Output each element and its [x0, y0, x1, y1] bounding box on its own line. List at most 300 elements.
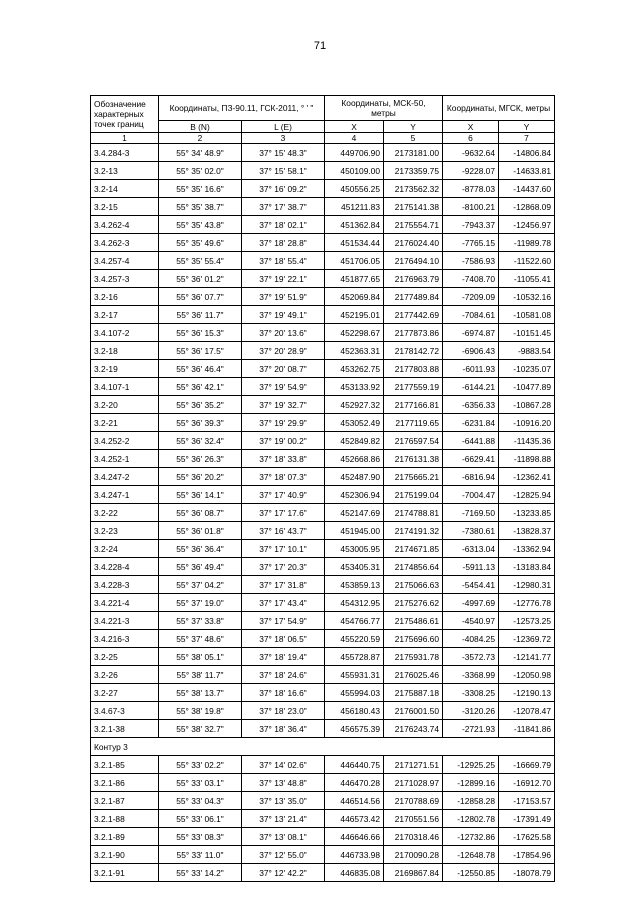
- longitude-cell: 37° 13' 35.0": [242, 792, 325, 810]
- mgsk-x-cell: -6629.41: [443, 450, 499, 468]
- table-row: [91, 540, 555, 558]
- longitude-cell: 37° 17' 10.1": [242, 540, 325, 558]
- mgsk-y-cell: -14806.84: [499, 144, 555, 162]
- table-row: [91, 810, 555, 828]
- latitude-cell: 55° 33' 02.2": [159, 756, 242, 774]
- mgsk-x-cell: -12648.78: [443, 846, 499, 864]
- longitude-cell: 37° 13' 08.1": [242, 828, 325, 846]
- msk-y-cell: 2177873.86: [384, 324, 443, 342]
- msk-x-cell: 453133.92: [325, 378, 384, 396]
- latitude-cell: 55° 35' 02.0": [159, 162, 242, 180]
- longitude-cell: 37° 18' 06.5": [242, 630, 325, 648]
- table-row: [91, 144, 555, 162]
- table-row: [91, 720, 555, 738]
- msk-y-cell: 2173359.75: [384, 162, 443, 180]
- mgsk-x-cell: -7169.50: [443, 504, 499, 522]
- msk-x-cell: 452668.86: [325, 450, 384, 468]
- table-row: [91, 702, 555, 720]
- mgsk-y-cell: -16669.79: [499, 756, 555, 774]
- header-coords-pz: Координаты, ПЗ-90.11, ГСК-2011, ° ' ": [159, 96, 325, 121]
- latitude-cell: 55° 37' 48.6": [159, 630, 242, 648]
- table-body: [91, 144, 555, 882]
- latitude-cell: 55° 33' 08.3": [159, 828, 242, 846]
- header-y-msk: Y: [384, 121, 443, 133]
- mgsk-x-cell: -6231.84: [443, 414, 499, 432]
- msk-x-cell: 455931.31: [325, 666, 384, 684]
- msk-x-cell: 446573.42: [325, 810, 384, 828]
- longitude-cell: 37° 20' 28.9": [242, 342, 325, 360]
- header-coords-mgsk: Координаты, МГСК, метры: [443, 96, 555, 121]
- point-id-cell: 3.4.257-3: [91, 270, 159, 288]
- mgsk-y-cell: -13183.84: [499, 558, 555, 576]
- latitude-cell: 55° 38' 05.1": [159, 648, 242, 666]
- table-row: [91, 234, 555, 252]
- msk-y-cell: 2176243.74: [384, 720, 443, 738]
- mgsk-x-cell: -6974.87: [443, 324, 499, 342]
- msk-x-cell: 454312.95: [325, 594, 384, 612]
- mgsk-y-cell: -11841.86: [499, 720, 555, 738]
- longitude-cell: 37° 20' 13.6": [242, 324, 325, 342]
- msk-x-cell: 446514.56: [325, 792, 384, 810]
- latitude-cell: 55° 36' 20.2": [159, 468, 242, 486]
- mgsk-y-cell: -12141.77: [499, 648, 555, 666]
- msk-x-cell: 451706.05: [325, 252, 384, 270]
- point-id-cell: 3.4.252-1: [91, 450, 159, 468]
- point-id-cell: 3.4.262-4: [91, 216, 159, 234]
- mgsk-y-cell: -12078.47: [499, 702, 555, 720]
- latitude-cell: 55° 34' 48.9": [159, 144, 242, 162]
- mgsk-y-cell: -11989.78: [499, 234, 555, 252]
- mgsk-y-cell: -12776.78: [499, 594, 555, 612]
- point-id-cell: 3.2-19: [91, 360, 159, 378]
- header-x-msk: X: [325, 121, 384, 133]
- msk-y-cell: 2175486.61: [384, 612, 443, 630]
- mgsk-x-cell: -12858.28: [443, 792, 499, 810]
- latitude-cell: 55° 36' 39.3": [159, 414, 242, 432]
- msk-x-cell: 452849.82: [325, 432, 384, 450]
- latitude-cell: 55° 36' 14.1": [159, 486, 242, 504]
- table-row: [91, 684, 555, 702]
- page-number: 71: [313, 40, 327, 52]
- longitude-cell: 37° 17' 54.9": [242, 612, 325, 630]
- msk-y-cell: 2173562.32: [384, 180, 443, 198]
- latitude-cell: 55° 37' 19.0": [159, 594, 242, 612]
- msk-y-cell: 2170318.46: [384, 828, 443, 846]
- point-id-cell: 3.2-13: [91, 162, 159, 180]
- latitude-cell: 55° 36' 01.2": [159, 270, 242, 288]
- point-id-cell: 3.2-24: [91, 540, 159, 558]
- msk-y-cell: 2177119.65: [384, 414, 443, 432]
- msk-x-cell: 451534.44: [325, 234, 384, 252]
- msk-x-cell: 452069.84: [325, 288, 384, 306]
- longitude-cell: 37° 17' 40.9": [242, 486, 325, 504]
- table-row: [91, 414, 555, 432]
- column-index: 6: [443, 133, 499, 144]
- mgsk-x-cell: -3120.26: [443, 702, 499, 720]
- mgsk-x-cell: -6144.21: [443, 378, 499, 396]
- mgsk-x-cell: -7380.61: [443, 522, 499, 540]
- msk-y-cell: 2170090.28: [384, 846, 443, 864]
- mgsk-x-cell: -6441.88: [443, 432, 499, 450]
- mgsk-y-cell: -18078.79: [499, 864, 555, 882]
- longitude-cell: 37° 18' 55.4": [242, 252, 325, 270]
- mgsk-y-cell: -14633.81: [499, 162, 555, 180]
- table-row: [91, 180, 555, 198]
- table-row: [91, 522, 555, 540]
- longitude-cell: 37° 16' 43.7": [242, 522, 325, 540]
- msk-x-cell: 451362.84: [325, 216, 384, 234]
- mgsk-y-cell: -10235.07: [499, 360, 555, 378]
- msk-y-cell: 2173181.00: [384, 144, 443, 162]
- table-row: [91, 306, 555, 324]
- longitude-cell: 37° 17' 43.4": [242, 594, 325, 612]
- point-id-cell: 3.4.107-2: [91, 324, 159, 342]
- msk-x-cell: 456575.39: [325, 720, 384, 738]
- table-row: [91, 396, 555, 414]
- msk-x-cell: 453052.49: [325, 414, 384, 432]
- msk-y-cell: 2175141.38: [384, 198, 443, 216]
- column-index: 5: [384, 133, 443, 144]
- point-id-cell: 3.4.216-3: [91, 630, 159, 648]
- point-id-cell: 3.2-16: [91, 288, 159, 306]
- msk-x-cell: 453005.95: [325, 540, 384, 558]
- mgsk-x-cell: -12802.78: [443, 810, 499, 828]
- longitude-cell: 37° 18' 23.0": [242, 702, 325, 720]
- longitude-cell: 37° 19' 51.9": [242, 288, 325, 306]
- mgsk-x-cell: -12732.86: [443, 828, 499, 846]
- longitude-cell: 37° 19' 29.9": [242, 414, 325, 432]
- table-row: [91, 342, 555, 360]
- msk-x-cell: 451211.83: [325, 198, 384, 216]
- latitude-cell: 55° 38' 11.7": [159, 666, 242, 684]
- point-id-cell: 3.2.1-86: [91, 774, 159, 792]
- column-index: 1: [91, 133, 159, 144]
- mgsk-x-cell: -7586.93: [443, 252, 499, 270]
- header-x-mgsk: X: [443, 121, 499, 133]
- latitude-cell: 55° 33' 06.1": [159, 810, 242, 828]
- point-id-cell: 3.4.221-4: [91, 594, 159, 612]
- point-id-cell: 3.4.221-3: [91, 612, 159, 630]
- point-id-cell: 3.2-27: [91, 684, 159, 702]
- table-row: [91, 828, 555, 846]
- msk-x-cell: 446835.08: [325, 864, 384, 882]
- coordinates-table: [90, 95, 555, 882]
- point-id-cell: 3.4.228-3: [91, 576, 159, 594]
- mgsk-x-cell: -2721.93: [443, 720, 499, 738]
- mgsk-y-cell: -12050.98: [499, 666, 555, 684]
- longitude-cell: 37° 19' 32.7": [242, 396, 325, 414]
- table-row: [91, 774, 555, 792]
- point-id-cell: 3.2-18: [91, 342, 159, 360]
- msk-x-cell: 451945.00: [325, 522, 384, 540]
- msk-x-cell: 453859.13: [325, 576, 384, 594]
- latitude-cell: 55° 36' 15.3": [159, 324, 242, 342]
- table-row: [91, 666, 555, 684]
- mgsk-x-cell: -6816.94: [443, 468, 499, 486]
- section-label: Контур 3: [91, 738, 555, 756]
- mgsk-y-cell: -13233.85: [499, 504, 555, 522]
- msk-x-cell: 452298.67: [325, 324, 384, 342]
- msk-x-cell: 452147.69: [325, 504, 384, 522]
- msk-y-cell: 2170551.56: [384, 810, 443, 828]
- mgsk-x-cell: -4084.25: [443, 630, 499, 648]
- msk-x-cell: 455220.59: [325, 630, 384, 648]
- mgsk-y-cell: -12369.72: [499, 630, 555, 648]
- mgsk-y-cell: -13828.37: [499, 522, 555, 540]
- point-id-cell: 3.4.247-2: [91, 468, 159, 486]
- msk-x-cell: 451877.65: [325, 270, 384, 288]
- table-row: [91, 864, 555, 882]
- latitude-cell: 55° 36' 07.7": [159, 288, 242, 306]
- msk-y-cell: 2175276.62: [384, 594, 443, 612]
- point-id-cell: 3.2-17: [91, 306, 159, 324]
- point-id-cell: 3.2-26: [91, 666, 159, 684]
- table-row: [91, 756, 555, 774]
- mgsk-x-cell: -12925.25: [443, 756, 499, 774]
- mgsk-y-cell: -11055.41: [499, 270, 555, 288]
- point-id-cell: 3.2-23: [91, 522, 159, 540]
- longitude-cell: 37° 19' 22.1": [242, 270, 325, 288]
- msk-x-cell: 455994.03: [325, 684, 384, 702]
- table-row: [91, 162, 555, 180]
- longitude-cell: 37° 18' 36.4": [242, 720, 325, 738]
- mgsk-x-cell: -7408.70: [443, 270, 499, 288]
- latitude-cell: 55° 38' 19.8": [159, 702, 242, 720]
- latitude-cell: 55° 38' 32.7": [159, 720, 242, 738]
- table-row: [91, 630, 555, 648]
- point-id-cell: 3.2.1-88: [91, 810, 159, 828]
- header-y-mgsk: Y: [499, 121, 555, 133]
- mgsk-x-cell: -4997.69: [443, 594, 499, 612]
- msk-y-cell: 2176024.40: [384, 234, 443, 252]
- msk-x-cell: 454766.77: [325, 612, 384, 630]
- mgsk-y-cell: -12573.25: [499, 612, 555, 630]
- point-id-cell: 3.2-14: [91, 180, 159, 198]
- table-row: [91, 594, 555, 612]
- header-point-designation: Обозначение характерных точек границ: [91, 96, 159, 133]
- msk-x-cell: 450556.25: [325, 180, 384, 198]
- longitude-cell: 37° 19' 54.9": [242, 378, 325, 396]
- mgsk-x-cell: -8100.21: [443, 198, 499, 216]
- point-id-cell: 3.2-15: [91, 198, 159, 216]
- longitude-cell: 37° 17' 17.6": [242, 504, 325, 522]
- latitude-cell: 55° 36' 42.1": [159, 378, 242, 396]
- msk-y-cell: 2174671.85: [384, 540, 443, 558]
- table-row: [91, 558, 555, 576]
- latitude-cell: 55° 36' 01.8": [159, 522, 242, 540]
- latitude-cell: 55° 38' 13.7": [159, 684, 242, 702]
- msk-y-cell: 2171028.97: [384, 774, 443, 792]
- msk-x-cell: 452306.94: [325, 486, 384, 504]
- longitude-cell: 37° 12' 42.2": [242, 864, 325, 882]
- msk-y-cell: 2177559.19: [384, 378, 443, 396]
- point-id-cell: 3.2.1-38: [91, 720, 159, 738]
- table-row: [91, 198, 555, 216]
- point-id-cell: 3.2.1-90: [91, 846, 159, 864]
- table-row: [91, 288, 555, 306]
- table-row: [91, 252, 555, 270]
- mgsk-x-cell: -6906.43: [443, 342, 499, 360]
- table-row: [91, 846, 555, 864]
- latitude-cell: 55° 36' 36.4": [159, 540, 242, 558]
- latitude-cell: 55° 36' 46.4": [159, 360, 242, 378]
- mgsk-y-cell: -12868.09: [499, 198, 555, 216]
- msk-y-cell: 2176001.50: [384, 702, 443, 720]
- mgsk-y-cell: -17391.49: [499, 810, 555, 828]
- mgsk-y-cell: -12825.94: [499, 486, 555, 504]
- msk-y-cell: 2177166.81: [384, 396, 443, 414]
- table-row: [91, 468, 555, 486]
- point-id-cell: 3.2.1-91: [91, 864, 159, 882]
- mgsk-y-cell: -12362.41: [499, 468, 555, 486]
- point-id-cell: 3.4.228-4: [91, 558, 159, 576]
- longitude-cell: 37° 15' 58.1": [242, 162, 325, 180]
- point-id-cell: 3.4.252-2: [91, 432, 159, 450]
- header-b: B (N): [159, 121, 242, 133]
- longitude-cell: 37° 13' 48.8": [242, 774, 325, 792]
- mgsk-x-cell: -9632.64: [443, 144, 499, 162]
- point-id-cell: 3.2-25: [91, 648, 159, 666]
- table-row: [91, 504, 555, 522]
- latitude-cell: 55° 35' 16.6": [159, 180, 242, 198]
- point-id-cell: 3.4.107-1: [91, 378, 159, 396]
- mgsk-x-cell: -5911.13: [443, 558, 499, 576]
- latitude-cell: 55° 35' 43.8": [159, 216, 242, 234]
- table-row: [91, 432, 555, 450]
- msk-y-cell: 2175199.04: [384, 486, 443, 504]
- longitude-cell: 37° 13' 21.4": [242, 810, 325, 828]
- latitude-cell: 55° 36' 32.4": [159, 432, 242, 450]
- point-id-cell: 3.2.1-89: [91, 828, 159, 846]
- mgsk-y-cell: -10532.16: [499, 288, 555, 306]
- longitude-cell: 37° 17' 31.8": [242, 576, 325, 594]
- mgsk-y-cell: -11522.60: [499, 252, 555, 270]
- msk-y-cell: 2175696.60: [384, 630, 443, 648]
- mgsk-y-cell: -13362.94: [499, 540, 555, 558]
- longitude-cell: 37° 18' 02.1": [242, 216, 325, 234]
- mgsk-y-cell: -17625.58: [499, 828, 555, 846]
- latitude-cell: 55° 37' 04.2": [159, 576, 242, 594]
- table-row: [91, 270, 555, 288]
- point-id-cell: 3.4.284-3: [91, 144, 159, 162]
- msk-y-cell: 2174191.32: [384, 522, 443, 540]
- point-id-cell: 3.2-22: [91, 504, 159, 522]
- longitude-cell: 37° 14' 02.6": [242, 756, 325, 774]
- table-row: [91, 648, 555, 666]
- msk-y-cell: 2176597.54: [384, 432, 443, 450]
- msk-y-cell: 2175887.18: [384, 684, 443, 702]
- latitude-cell: 55° 35' 49.6": [159, 234, 242, 252]
- mgsk-x-cell: -7765.15: [443, 234, 499, 252]
- msk-y-cell: 2175931.78: [384, 648, 443, 666]
- table-row: [91, 450, 555, 468]
- longitude-cell: 37° 16' 09.2": [242, 180, 325, 198]
- latitude-cell: 55° 37' 33.8": [159, 612, 242, 630]
- column-index: 7: [499, 133, 555, 144]
- latitude-cell: 55° 36' 26.3": [159, 450, 242, 468]
- longitude-cell: 37° 18' 24.6": [242, 666, 325, 684]
- latitude-cell: 55° 36' 11.7": [159, 306, 242, 324]
- latitude-cell: 55° 36' 17.5": [159, 342, 242, 360]
- point-id-cell: 3.2.1-85: [91, 756, 159, 774]
- msk-x-cell: 446440.75: [325, 756, 384, 774]
- msk-y-cell: 2176025.46: [384, 666, 443, 684]
- point-id-cell: 3.4.67-3: [91, 702, 159, 720]
- table-header: [91, 96, 555, 144]
- msk-y-cell: 2174856.64: [384, 558, 443, 576]
- mgsk-x-cell: -3368.99: [443, 666, 499, 684]
- latitude-cell: 55° 35' 55.4": [159, 252, 242, 270]
- msk-x-cell: 446470.28: [325, 774, 384, 792]
- msk-y-cell: 2177803.88: [384, 360, 443, 378]
- column-index: 2: [159, 133, 242, 144]
- mgsk-x-cell: -6356.33: [443, 396, 499, 414]
- mgsk-x-cell: -7084.61: [443, 306, 499, 324]
- mgsk-x-cell: -9228.07: [443, 162, 499, 180]
- msk-y-cell: 2171271.51: [384, 756, 443, 774]
- latitude-cell: 55° 36' 08.7": [159, 504, 242, 522]
- msk-x-cell: 452195.01: [325, 306, 384, 324]
- longitude-cell: 37° 17' 38.7": [242, 198, 325, 216]
- mgsk-x-cell: -4540.97: [443, 612, 499, 630]
- mgsk-x-cell: -7943.37: [443, 216, 499, 234]
- msk-x-cell: 450109.00: [325, 162, 384, 180]
- mgsk-x-cell: -6313.04: [443, 540, 499, 558]
- mgsk-y-cell: -9883.54: [499, 342, 555, 360]
- point-id-cell: 3.4.257-4: [91, 252, 159, 270]
- longitude-cell: 37° 18' 33.8": [242, 450, 325, 468]
- longitude-cell: 37° 19' 00.2": [242, 432, 325, 450]
- point-id-cell: 3.2-20: [91, 396, 159, 414]
- msk-y-cell: 2177442.69: [384, 306, 443, 324]
- mgsk-y-cell: -11898.88: [499, 450, 555, 468]
- latitude-cell: 55° 33' 14.2": [159, 864, 242, 882]
- longitude-cell: 37° 18' 07.3": [242, 468, 325, 486]
- msk-x-cell: 452487.90: [325, 468, 384, 486]
- longitude-cell: 37° 18' 28.8": [242, 234, 325, 252]
- table-row: [91, 612, 555, 630]
- msk-x-cell: 446733.98: [325, 846, 384, 864]
- msk-x-cell: 455728.87: [325, 648, 384, 666]
- msk-x-cell: 453405.31: [325, 558, 384, 576]
- msk-y-cell: 2177489.84: [384, 288, 443, 306]
- msk-y-cell: 2176131.38: [384, 450, 443, 468]
- msk-y-cell: 2175554.71: [384, 216, 443, 234]
- latitude-cell: 55° 33' 11.0": [159, 846, 242, 864]
- mgsk-x-cell: -12550.85: [443, 864, 499, 882]
- header-coords-msk: Координаты, МСК-50, метры: [325, 96, 443, 121]
- latitude-cell: 55° 36' 35.2": [159, 396, 242, 414]
- mgsk-x-cell: -7004.47: [443, 486, 499, 504]
- table-row: [91, 486, 555, 504]
- msk-y-cell: 2176494.10: [384, 252, 443, 270]
- mgsk-y-cell: -10581.08: [499, 306, 555, 324]
- mgsk-y-cell: -10867.28: [499, 396, 555, 414]
- longitude-cell: 37° 17' 20.3": [242, 558, 325, 576]
- msk-x-cell: 452363.31: [325, 342, 384, 360]
- table-row: [91, 792, 555, 810]
- mgsk-x-cell: -7209.09: [443, 288, 499, 306]
- longitude-cell: 37° 20' 08.7": [242, 360, 325, 378]
- msk-x-cell: 456180.43: [325, 702, 384, 720]
- mgsk-y-cell: -10477.89: [499, 378, 555, 396]
- msk-y-cell: 2170788.69: [384, 792, 443, 810]
- latitude-cell: 55° 35' 38.7": [159, 198, 242, 216]
- mgsk-y-cell: -12190.13: [499, 684, 555, 702]
- mgsk-y-cell: -16912.70: [499, 774, 555, 792]
- mgsk-x-cell: -3572.73: [443, 648, 499, 666]
- section-row: [91, 738, 555, 756]
